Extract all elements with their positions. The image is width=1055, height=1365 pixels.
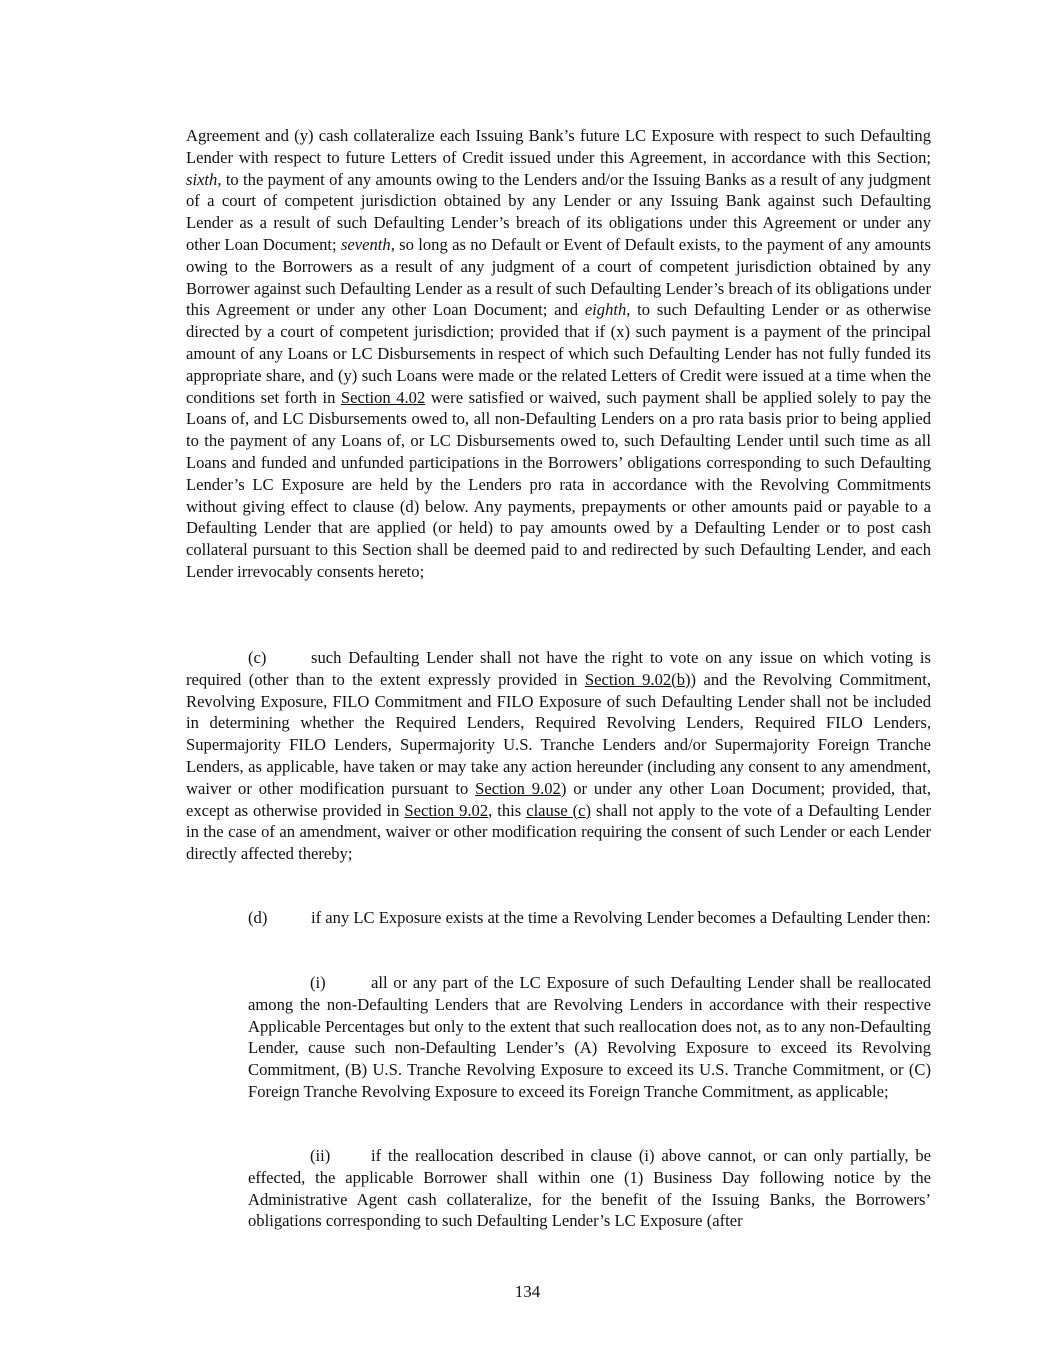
clause-marker-d: (d) bbox=[248, 908, 268, 927]
page-number: 134 bbox=[514, 1282, 541, 1301]
clause-reference-c: clause (c) bbox=[526, 800, 592, 820]
paragraph-d-i bbox=[248, 972, 931, 1103]
text-run: if any LC Exposure exists at the time a Revolving Lender becomes a Defaulting Lender then: bbox=[311, 908, 931, 927]
section-reference-9-02: Section 9.02 bbox=[404, 800, 489, 820]
section-reference-9-02-b: Section 9.02(b) bbox=[584, 669, 691, 689]
italic-ordinal-sixth: sixth bbox=[186, 169, 218, 189]
paragraph-b-continued bbox=[186, 125, 931, 583]
text-run: ) or under any other Loan Document; provided, that, except as otherwise provided in bbox=[186, 778, 931, 820]
text-run: shall not apply to the vote of a Defaulting Lender in the case of an amendment, waiver or other modification requiring the consent of such Lender or each Lender directly affected thereby; bbox=[186, 800, 931, 864]
clause-marker-i: (i) bbox=[310, 973, 326, 992]
paragraph-d-ii bbox=[248, 1145, 931, 1232]
paragraph-d bbox=[186, 907, 931, 929]
italic-ordinal-eighth: eighth bbox=[584, 300, 627, 320]
text-run: , so long as no Default or Event of Default exists, to the payment of any amounts owing to the Borrowers as a result of any judgment of a court of competent jurisdiction obtained by any Borrower against such Defaulting Lender as a result of such Defaulting Lender’s breach of its obligations under this Agreement or under any other Loan Document; and bbox=[186, 234, 931, 320]
section-reference-9-02: Section 9.02 bbox=[475, 778, 561, 798]
text-run: , to such Defaulting Lender or as otherwise directed by a court of competent jurisdiction; provided that if (x) such payment is a payment of the principal amount of any Loans or LC Disbursements in respect of which such Defaulting Lender has not fully funded its appropriate share, and (y) such Loans were made or the related Letters of Credit were issued at a time when the conditions set forth in bbox=[186, 300, 931, 407]
text-run: all or any part of the LC Exposure of such Defaulting Lender shall be reallocated among the non-Defaulting Lenders that are Revolving Lenders in accordance with their respective Applicable Percentages but only to the extent that such reallocation does not, as to any non-Defaulting Lender, cause such non-Defaulting Lender’s (A) Revolving Exposure to exceed its Revolving Commitment, (B) U.S. Tranche Revolving Exposure to exceed its U.S. Tranche Commitment, or (C) Foreign Tranche Revolving Exposure to exceed its Foreign Tranche Commitment, as applicable; bbox=[248, 973, 931, 1101]
text-run: were satisfied or waived, such payment shall be applied solely to pay the Loans of, and LC Disbursements owed to, all non-Defaulting Lenders on a pro rata basis prior to being applied to the payment of any Loans of, or LC Disbursements owed to, such Defaulting Lender until such time as all Loans and funded and unfunded participations in the Borrowers’ obligations corresponding to such Defaulting Lender’s LC Exposure are held by the Lenders pro rata in accordance with the Revolving Commitments without giving effect to clause (d) below. Any payments, prepayments or other amounts paid or payable to a Defaulting Lender that are applied (or held) to pay amounts owed by a Defaulting Lender or to post cash collateral pursuant to this Section shall be deemed paid to and redirected by such Defaulting Lender, and each Lender irrevocably consents hereto; bbox=[186, 387, 931, 581]
text-run: ) and the Revolving Commitment, Revolving Exposure, FILO Commitment and FILO Exposure of such Defaulting Lender shall not be included in determining whether the Required Lenders, Required Revolving Lenders, Required FILO Lenders, Supermajority FILO Lenders, Supermajority U.S. Tranche Lenders and/or Supermajority Foreign Tranche Lenders, as applicable, have taken or may take any action hereunder (including any consent to any amendment, waiver or other modification pursuant to bbox=[186, 669, 931, 798]
text-run: such Defaulting Lender shall not have the right to vote on any issue on which voting is required (other than to the extent expressly provided in bbox=[186, 648, 931, 689]
italic-ordinal-seventh: seventh bbox=[340, 234, 391, 254]
clause-marker-c: (c) bbox=[248, 648, 267, 667]
text-run: , to the payment of any amounts owing to the Lenders and/or the Issuing Banks as a result of any judgment of a court of competent jurisdiction obtained by any Lender or any Issuing Bank against such Defaulting Lender as a result of such Defaulting Lender’s breach of its obligations under this Agreement or under any other Loan Document; bbox=[186, 169, 931, 254]
text-run: Agreement and (y) cash collateralize each Issuing Bank’s future LC Exposure with respect to such Defaulting Lender with respect to future Letters of Credit issued under this Agreement, in accordance with this Section; bbox=[186, 126, 931, 167]
text-run: , this bbox=[488, 800, 527, 820]
text-run: if the reallocation described in clause (i) above cannot, or can only partially, be effected, the applicable Borrower shall within one (1) Business Day following notice by the Administrative Agent cash collateralize, for the benefit of the Issuing Banks, the Borrowers’ obligations corresponding to such Defaulting Lender’s LC Exposure (after bbox=[248, 1146, 931, 1231]
paragraph-c bbox=[186, 647, 931, 865]
clause-marker-ii: (ii) bbox=[310, 1146, 331, 1165]
section-reference-4-02: Section 4.02 bbox=[340, 387, 426, 407]
